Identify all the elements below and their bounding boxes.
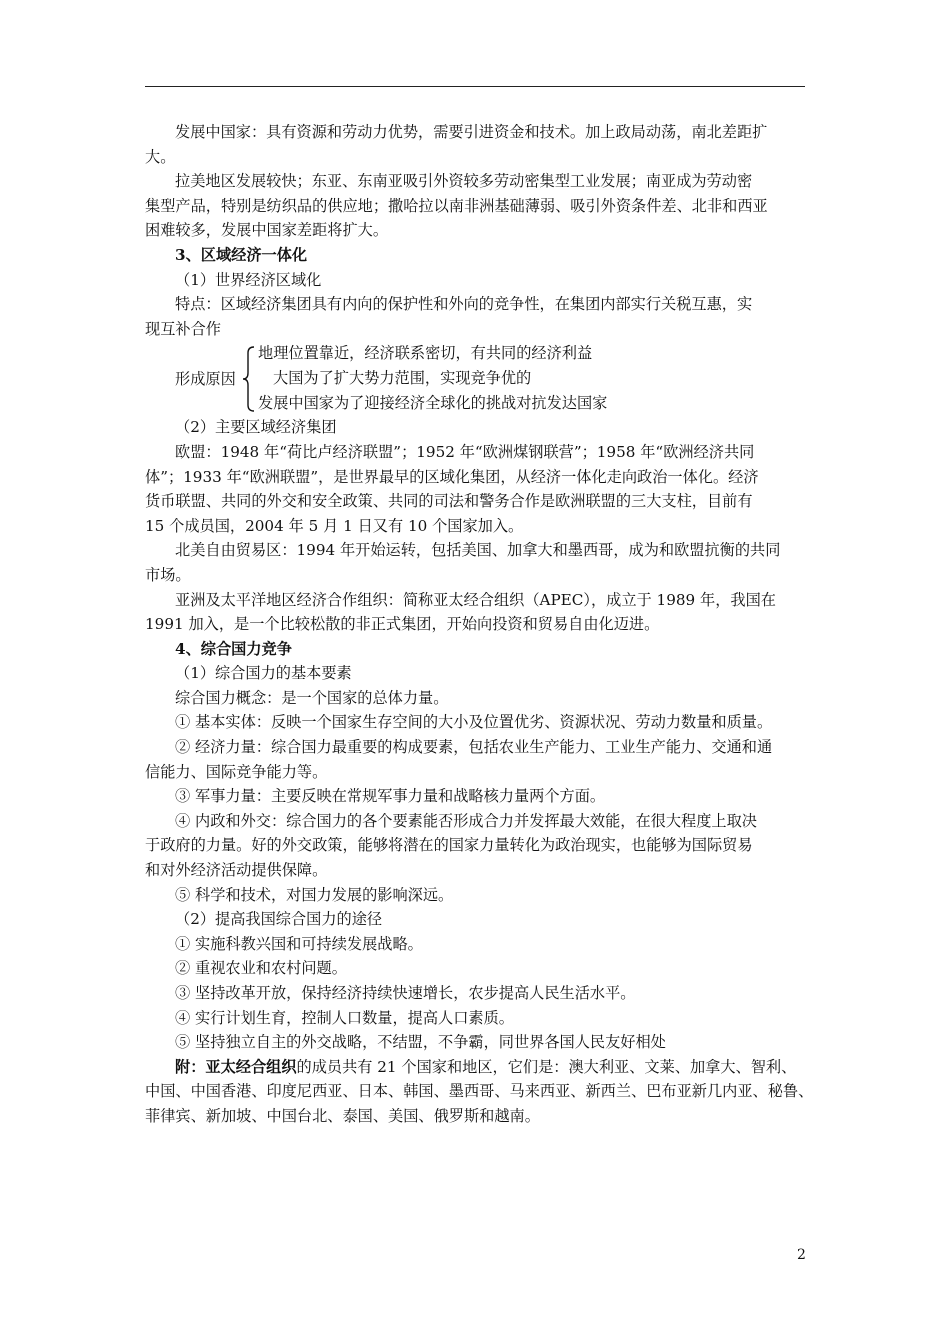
paragraph-line: 特点：区域经济集团具有内向的保护性和外向的竞争性，在集团内部实行关税互惠，实 — [175, 295, 753, 314]
paragraph-group-2 — [145, 415, 813, 1054]
document-body — [145, 120, 813, 1129]
paragraph-line: （1）世界经济区域化 — [175, 270, 322, 289]
formation-label: 形成原因 — [175, 370, 236, 389]
header-rule — [145, 86, 805, 87]
paragraph-line: ⑤ 坚持独立自主的外交战略，不结盟，不争霸，同世界各国人民友好相处 — [175, 1033, 666, 1052]
paragraph-line: 拉美地区发展较快；东亚、东南亚吸引外资较多劳动密集型工业发展；南亚成为劳动密 — [175, 172, 753, 191]
appendix-bold: 附：亚太经合组织 — [175, 1057, 297, 1076]
paragraph-group-1 — [145, 120, 813, 341]
paragraph-line: 综合国力概念：是一个国家的总体力量。 — [175, 688, 449, 707]
paragraph-line: 欧盟：1948 年“荷比卢经济联盟”；1952 年“欧洲煤钢联营”；1958 年“欧洲经济共同 — [175, 442, 755, 461]
paragraph-line: （1）综合国力的基本要素 — [175, 664, 352, 683]
paragraph-line: ⑤ 科学和技术，对国力发展的影响深远。 — [175, 885, 454, 904]
paragraph-line: ③ 军事力量：主要反映在常规军事力量和战略核力量两个方面。 — [175, 787, 606, 806]
appendix-line: 菲律宾、新加坡、中国台北、泰国、美国、俄罗斯和越南。 — [145, 1106, 540, 1125]
paragraph-line: ① 实施科教兴国和可持续发展战略。 — [175, 934, 423, 953]
paragraph-line: 15 个成员国，2004 年 5 月 1 日又有 10 个国家加入。 — [145, 516, 524, 535]
paragraph-line: 3、区域经济一体化 — [175, 245, 308, 264]
paragraph-line: 市场。 — [145, 565, 191, 584]
paragraph-line: ② 重视农业和农村问题。 — [175, 959, 347, 978]
paragraph-line: 和对外经济活动提供保障。 — [145, 861, 328, 880]
curly-brace-icon — [242, 345, 256, 413]
paragraph-line: 亚洲及太平洋地区经济合作组织：简称亚太经合组织（APEC），成立于 1989 年，我国在 — [175, 590, 776, 609]
paragraph-line: 发展中国家：具有资源和劳动力优势，需要引进资金和技术。加上政局动荡，南北差距扩 — [175, 123, 768, 141]
appendix-line: 中国、中国香港、印度尼西亚、日本、韩国、墨西哥、马来西亚、新西兰、巴布亚新几内亚、秘鲁、 — [145, 1082, 814, 1101]
paragraph-line: 于政府的力量。好的外交政策，能够将潜在的国家力量转化为政治现实，也能够为国际贸易 — [145, 836, 753, 855]
formation-item: 发展中国家为了迎接经济全球化的挑战对抗发达国家 — [258, 393, 608, 412]
paragraph-line: ① 基本实体：反映一个国家生存空间的大小及位置优劣、资源状况、劳动力数量和质量。 — [175, 713, 773, 732]
paragraph-line: ③ 坚持改革开放，保持经济持续快速增长，农步提高人民生活水平。 — [175, 984, 636, 1002]
paragraph-line: ④ 实行计划生育，控制人口数量，提高人口素质。 — [175, 1008, 514, 1027]
paragraph-line: 北美自由贸易区：1994 年开始运转，包括美国、加拿大和墨西哥，成为和欧盟抗衡的共同 — [175, 541, 781, 560]
paragraph-line: 困难较多，发展中国家差距将扩大。 — [145, 221, 388, 240]
paragraph-line: 货币联盟、共同的外交和安全政策、共同的司法和警务合作是欧洲联盟的三大支柱，目前有 — [145, 492, 753, 511]
paragraph-line: 信能力、国际竞争能力等。 — [145, 762, 328, 781]
paragraph-line: （2）主要区域经济集团 — [175, 418, 337, 437]
formation-item: 地理位置靠近，经济联系密切，有共同的经济利益 — [258, 344, 593, 363]
paragraph-line: 集型产品，特别是纺织品的供应地；撒哈拉以南非洲基础薄弱、吸引外资条件差、北非和西亚 — [145, 196, 768, 215]
paragraph-line: （2）提高我国综合国力的途径 — [175, 910, 383, 929]
formation-reasons — [145, 341, 813, 415]
paragraph-line: ④ 内政和外交：综合国力的各个要素能否形成合力并发挥最大效能，在很大程度上取决 — [175, 811, 757, 830]
paragraph-line: 现互补合作 — [145, 319, 221, 338]
appendix-paragraph — [145, 1055, 813, 1080]
paragraph-line: 1991 加入，是一个比较松散的非正式集团，开始向投资和贸易自由化迈进。 — [145, 615, 660, 634]
paragraph-line: 4、综合国力竞争 — [175, 639, 292, 658]
page-number: 2 — [797, 1247, 806, 1263]
appendix-text: 的成员共有 21 个国家和地区，它们是：澳大利亚、文莱、加拿大、智利、 — [296, 1057, 797, 1076]
formation-items — [258, 341, 607, 415]
paragraph-line: 大。 — [145, 147, 176, 166]
paragraph-line: 体”；1933 年“欧洲联盟”，是世界最早的区域化集团，从经济一体化走向政治一体化。经济 — [145, 467, 759, 486]
formation-item: 大国为了扩大势力范围，实现竞争优的 — [273, 368, 532, 387]
paragraph-line: ② 经济力量：综合国力最重要的构成要素，包括农业生产能力、工业生产能力、交通和通 — [175, 738, 773, 757]
